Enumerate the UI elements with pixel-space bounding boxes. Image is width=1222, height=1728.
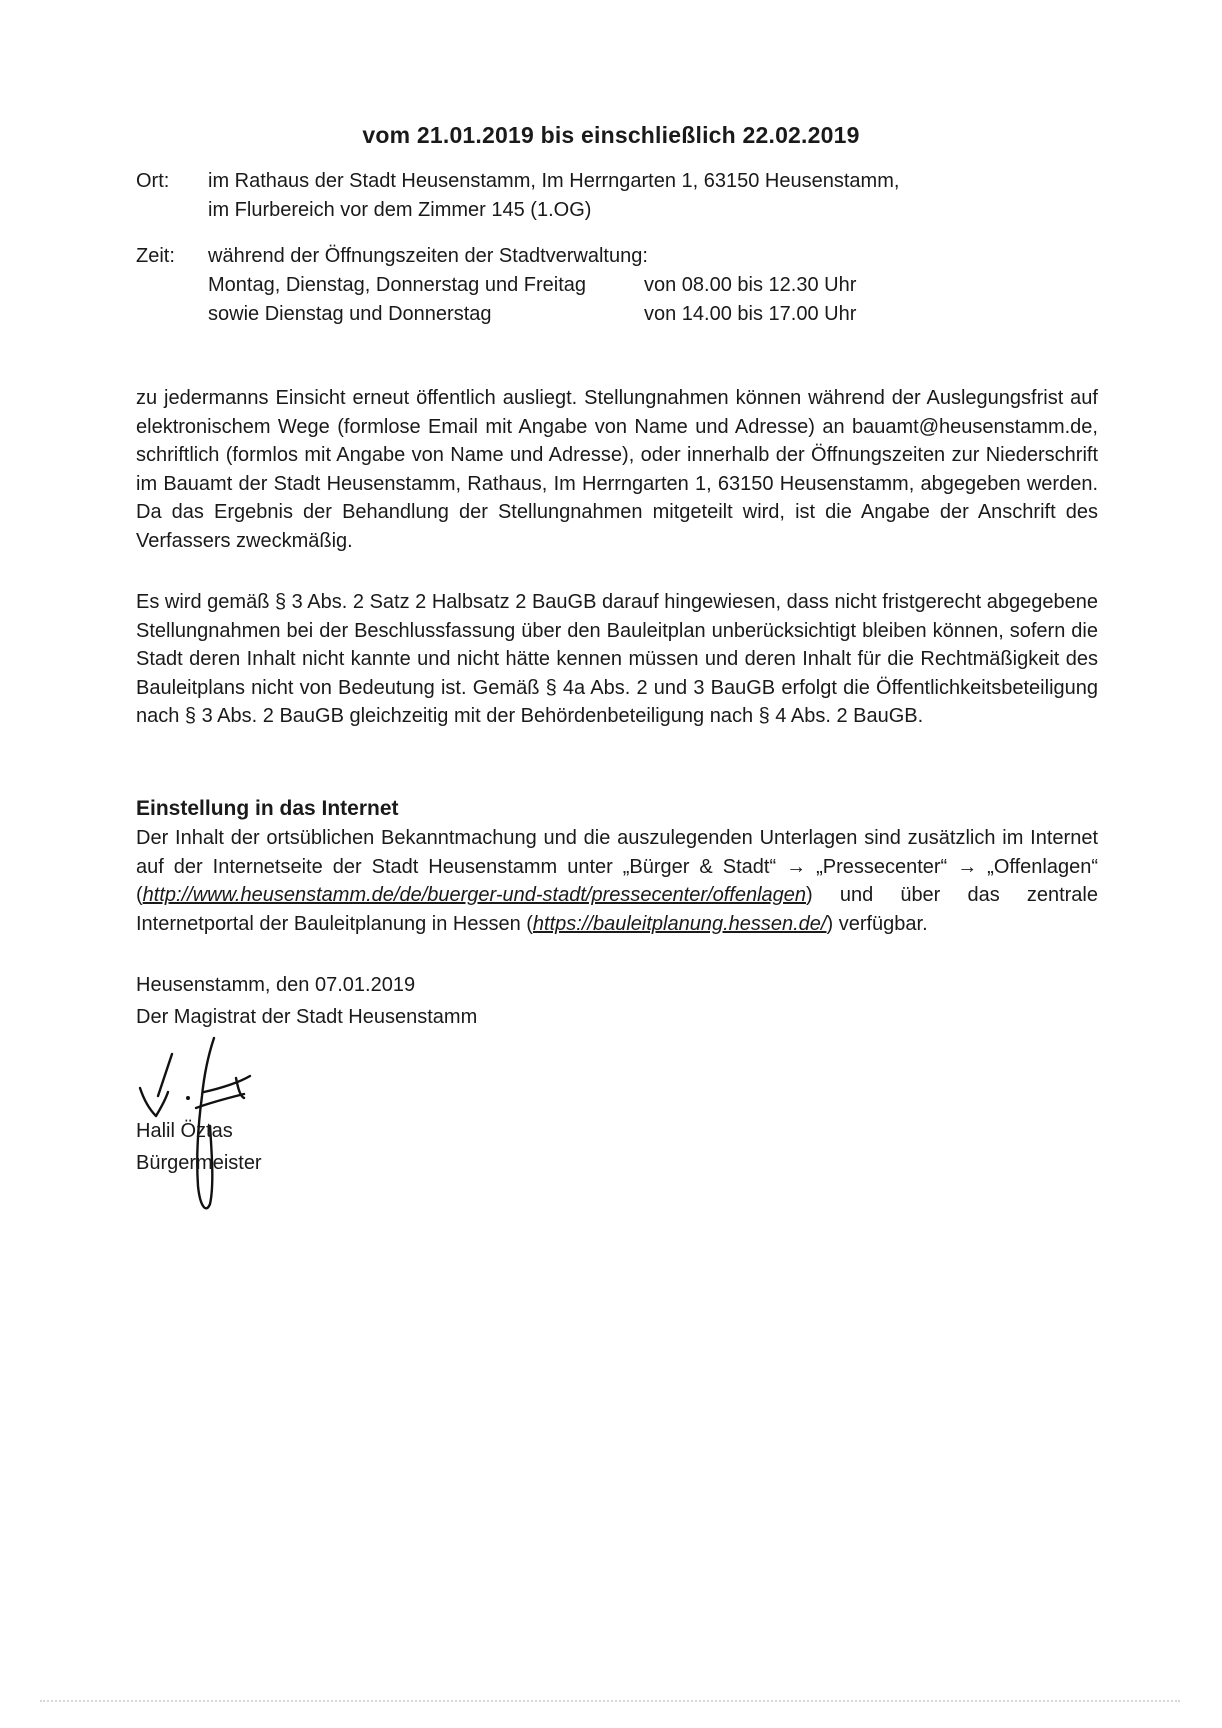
signatory-name: Halil Öztas: [136, 1120, 233, 1142]
section-heading-internet: Einstellung in das Internet: [136, 797, 399, 820]
signatory-role: Bürgermeister: [136, 1152, 262, 1174]
location-label: Ort:: [136, 170, 170, 192]
link-bauleitplanung-hessen[interactable]: https://bauleitplanung.hessen.de/: [532, 912, 827, 935]
location-line-1: im Rathaus der Stadt Heusenstamm, Im Herrngarten 1, 63150 Heusenstamm,: [208, 170, 900, 192]
link-heusenstamm-offenlagen[interactable]: http://www.heusenstamm.de/de/buerger-und-stadt/pressecenter/offenlagen: [142, 884, 807, 907]
time-row: [208, 271, 908, 300]
scan-artifact-line: [40, 1700, 1180, 1705]
paragraph-submission: zu jedermanns Einsicht erneut öffentlich ausliegt. Stellungnahmen können während der Auslegungsfrist auf elektronischem Wege (formlose Email mit Angabe von Name und Adresse) an bauamt@heusenstamm.de, schriftlich (formlos mit Angabe von Name und Adresse), oder innerhalb der Öffnungszeiten zur Niederschrift im Bauamt der Stadt Heusenstamm, Rathaus, Im Herrngarten 1, 63150 Heusenstamm, abgegeben werden. Da das Ergebnis der Behandlung der Stellungnahmen mitgeteilt wird, ist die Angabe der Anschrift des Verfassers zweckmäßig.: [136, 387, 1098, 552]
time-row: [208, 300, 908, 329]
place-date: Heusenstamm, den 07.01.2019: [136, 974, 416, 996]
internet-text-a: Der Inhalt der ortsüblichen Bekanntmachung und die auszulegenden Unterlagen sind zusätzlich im Internet auf der Internetseite der Stadt Heusenstamm unter „Bürger & Stadt“ → „Pressecenter“ → „Offenlagen“ (: [136, 827, 1098, 907]
time-row-days: Montag, Dienstag, Donnerstag und Freitag: [208, 274, 586, 296]
time-label: Zeit:: [136, 245, 175, 267]
document-title: vom 21.01.2019 bis einschließlich 22.02.2019: [362, 122, 860, 148]
internet-text-b: ) und über das zentrale Internetportal der Bauleitplanung in Hessen (: [136, 884, 1098, 935]
time-row-hours: von 14.00 bis 17.00 Uhr: [644, 303, 857, 325]
location-line-2: im Flurbereich vor dem Zimmer 145 (1.OG): [208, 199, 592, 221]
time-intro: während der Öffnungszeiten der Stadtverwaltung:: [208, 245, 648, 267]
time-row-hours: von 08.00 bis 12.30 Uhr: [644, 274, 857, 296]
issuing-authority: Der Magistrat der Stadt Heusenstamm: [136, 1006, 478, 1028]
paragraph-internet: [136, 824, 1098, 938]
time-row-days: sowie Dienstag und Donnerstag: [208, 303, 492, 325]
internet-text-c: ) verfügbar.: [826, 912, 928, 935]
paragraph-legal-notice: Es wird gemäß § 3 Abs. 2 Satz 2 Halbsatz 2 BauGB darauf hingewiesen, dass nicht fristgerecht abgegebene Stellungnahmen bei der Beschlussfassung über den Bauleitplan unberücksichtigt bleiben können, sofern die Stadt deren Inhalt nicht kannte und nicht hätte kennen müssen und deren Inhalt für die Rechtmäßigkeit des Bauleitplans nicht von Bedeutung ist. Gemäß § 4a Abs. 2 und 3 BauGB erfolgt die Öffentlichkeitsbeteiligung nach § 3 Abs. 2 BauGB gleichzeitig mit der Behördenbeteiligung nach § 4 Abs. 2 BauGB.: [136, 591, 1098, 728]
